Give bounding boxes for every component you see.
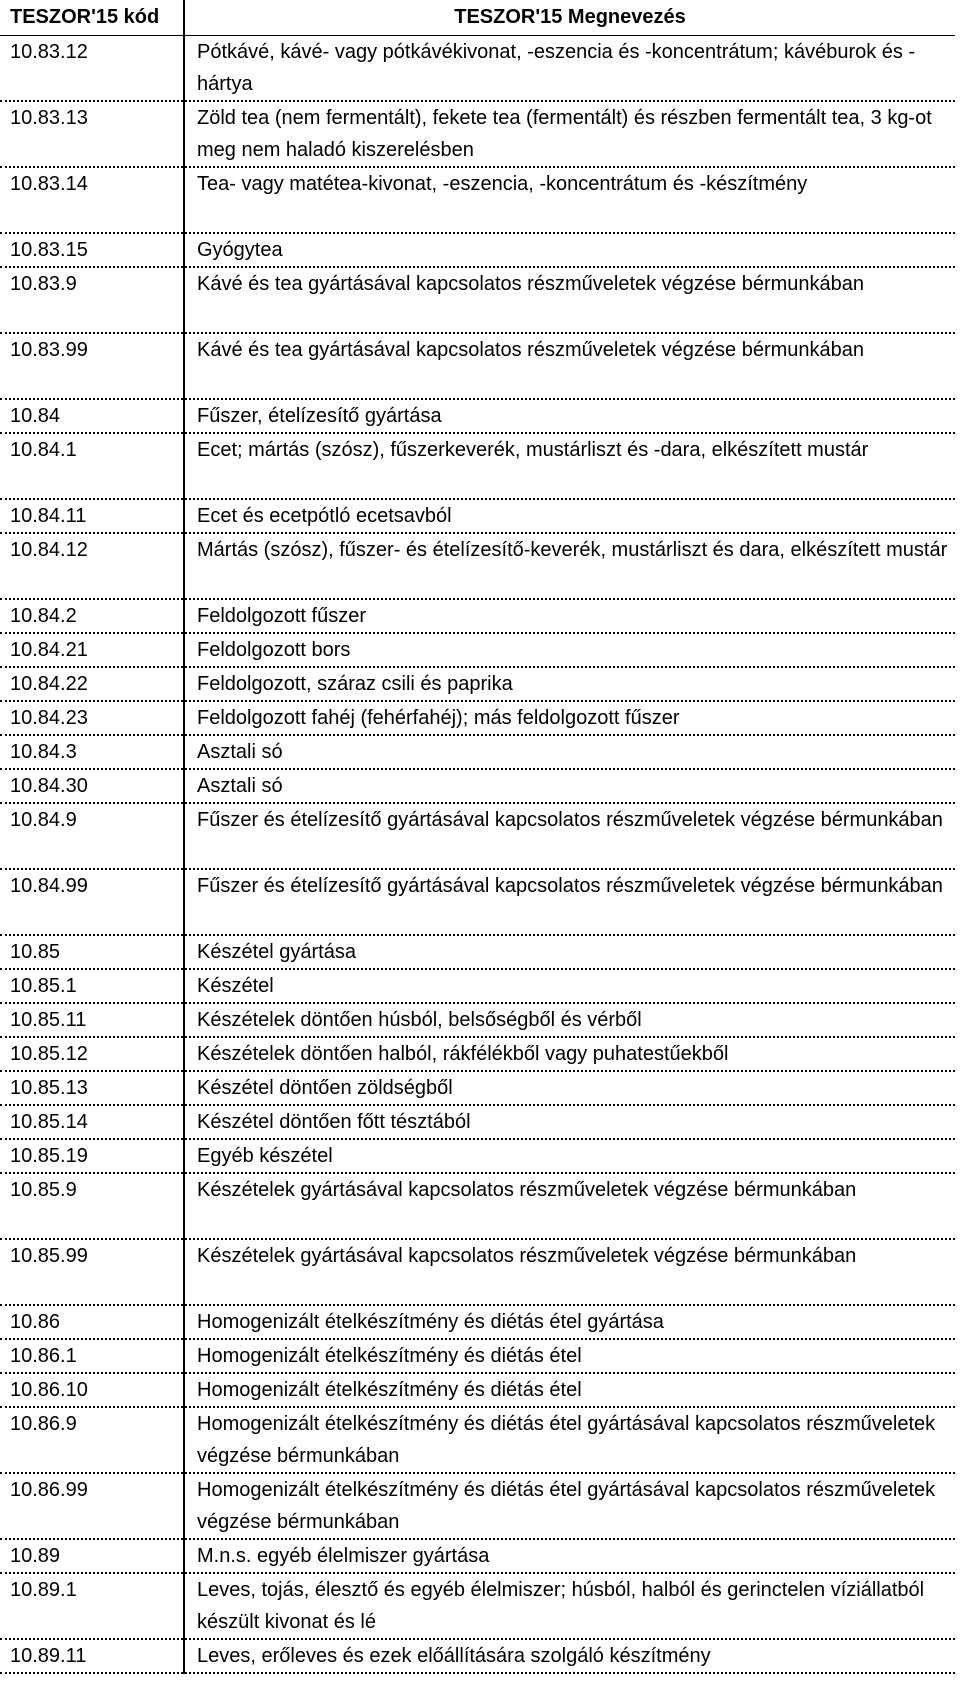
row-code-cell: 10.85.19 — [0, 1139, 184, 1173]
row-code-cell: 10.83.9 — [0, 267, 184, 333]
row-name-cell: Egyéb készétel — [184, 1139, 955, 1173]
table-row — [0, 735, 955, 769]
row-name-cell: Feldolgozott, száraz csili és paprika — [184, 667, 955, 701]
table-row — [0, 969, 955, 1003]
row-name-cell: Feldolgozott fűszer — [184, 599, 955, 633]
row-name-cell: Asztali só — [184, 735, 955, 769]
row-name-cell: Feldolgozott bors — [184, 633, 955, 667]
row-code-cell: 10.84.1 — [0, 433, 184, 499]
row-code-cell: 10.89 — [0, 1539, 184, 1573]
table-row — [0, 499, 955, 533]
table-row — [0, 701, 955, 735]
row-name-cell: Fűszer és ételízesítő gyártásával kapcsolatos részműveletek végzése bérmunkában — [184, 803, 955, 869]
row-name-cell: Leves, erőleves és ezek előállítására szolgáló készítmény — [184, 1639, 955, 1673]
row-code-cell: 10.85.99 — [0, 1239, 184, 1305]
row-code-cell: 10.85.13 — [0, 1071, 184, 1105]
row-name-cell: Fűszer és ételízesítő gyártásával kapcsolatos részműveletek végzése bérmunkában — [184, 869, 955, 935]
row-code-cell: 10.84.2 — [0, 599, 184, 633]
table-row — [0, 769, 955, 803]
table-row — [0, 1639, 955, 1673]
table-row — [0, 1305, 955, 1339]
table-row — [0, 1003, 955, 1037]
row-name-cell: Ecet és ecetpótló ecetsavból — [184, 499, 955, 533]
table-row — [0, 1071, 955, 1105]
row-name-cell: Gyógytea — [184, 233, 955, 267]
table-row — [0, 1239, 955, 1305]
row-name-cell: Készételek gyártásával kapcsolatos részműveletek végzése bérmunkában — [184, 1239, 955, 1305]
row-name-cell: Ecet; mártás (szósz), fűszerkeverék, mustárliszt és -dara, elkészített mustár — [184, 433, 955, 499]
row-code-cell: 10.83.12 — [0, 36, 184, 102]
row-name-cell: Készétel — [184, 969, 955, 1003]
row-code-cell: 10.84.99 — [0, 869, 184, 935]
table-row — [0, 167, 955, 233]
row-code-cell: 10.89.11 — [0, 1639, 184, 1673]
row-code-cell: 10.84 — [0, 399, 184, 433]
table-row — [0, 869, 955, 935]
row-code-cell: 10.86.1 — [0, 1339, 184, 1373]
row-name-cell: Feldolgozott fahéj (fehérfahéj); más feldolgozott fűszer — [184, 701, 955, 735]
table-row — [0, 333, 955, 399]
row-name-cell: Mártás (szósz), fűszer- és ételízesítő-keverék, mustárliszt és dara, elkészített mustár — [184, 533, 955, 599]
table-row — [0, 1373, 955, 1407]
row-code-cell: 10.84.22 — [0, 667, 184, 701]
table-row — [0, 399, 955, 433]
row-name-cell: Pótkávé, kávé- vagy pótkávékivonat, -eszencia és -koncentrátum; kávéburok és -hártya — [184, 36, 955, 102]
row-code-cell: 10.85 — [0, 935, 184, 969]
table-row — [0, 803, 955, 869]
table-row — [0, 233, 955, 267]
row-name-cell: Készételek döntően húsból, belsőségből és vérből — [184, 1003, 955, 1037]
row-code-cell: 10.83.14 — [0, 167, 184, 233]
row-name-cell: M.n.s. egyéb élelmiszer gyártása — [184, 1539, 955, 1573]
table-header-row — [0, 0, 955, 36]
row-name-cell: Homogenizált ételkészítmény és diétás étel gyártásával kapcsolatos részműveletek végzése bérmunkában — [184, 1407, 955, 1473]
table-row — [0, 1105, 955, 1139]
row-code-cell: 10.84.3 — [0, 735, 184, 769]
row-code-cell: 10.85.12 — [0, 1037, 184, 1071]
table-row — [0, 1539, 955, 1573]
row-code-cell: 10.86 — [0, 1305, 184, 1339]
row-name-cell: Homogenizált ételkészítmény és diétás étel gyártásával kapcsolatos részműveletek végzése bérmunkában — [184, 1473, 955, 1539]
row-name-cell: Asztali só — [184, 769, 955, 803]
row-code-cell: 10.86.10 — [0, 1373, 184, 1407]
row-name-cell: Leves, tojás, élesztő és egyéb élelmiszer; húsból, halból és gerinctelen víziállatból készült kivonat és lé — [184, 1573, 955, 1639]
row-code-cell: 10.86.9 — [0, 1407, 184, 1473]
row-code-cell: 10.85.14 — [0, 1105, 184, 1139]
row-code-cell: 10.84.9 — [0, 803, 184, 869]
row-name-cell: Készétel gyártása — [184, 935, 955, 969]
column-header-code: TESZOR'15 kód — [0, 0, 184, 36]
row-code-cell: 10.84.21 — [0, 633, 184, 667]
row-name-cell: Zöld tea (nem fermentált), fekete tea (fermentált) és részben fermentált tea, 3 kg-ot meg nem haladó kiszerelésben — [184, 101, 955, 167]
table-row — [0, 267, 955, 333]
table-row — [0, 1473, 955, 1539]
row-code-cell: 10.83.13 — [0, 101, 184, 167]
row-name-cell: Homogenizált ételkészítmény és diétás étel — [184, 1373, 955, 1407]
table-row — [0, 1573, 955, 1639]
row-code-cell: 10.85.11 — [0, 1003, 184, 1037]
row-code-cell: 10.86.99 — [0, 1473, 184, 1539]
row-name-cell: Készétel döntően zöldségből — [184, 1071, 955, 1105]
table-row — [0, 667, 955, 701]
row-name-cell: Fűszer, ételízesítő gyártása — [184, 399, 955, 433]
row-code-cell: 10.84.11 — [0, 499, 184, 533]
table-row — [0, 533, 955, 599]
row-name-cell: Tea- vagy matétea-kivonat, -eszencia, -koncentrátum és -készítmény — [184, 167, 955, 233]
row-code-cell: 10.89.1 — [0, 1573, 184, 1639]
row-name-cell: Készétel döntően főtt tésztából — [184, 1105, 955, 1139]
table-row — [0, 1037, 955, 1071]
table-row — [0, 935, 955, 969]
table-row — [0, 433, 955, 499]
row-code-cell: 10.84.23 — [0, 701, 184, 735]
table-body — [0, 36, 955, 1674]
row-name-cell: Homogenizált ételkészítmény és diétás étel gyártása — [184, 1305, 955, 1339]
row-code-cell: 10.85.1 — [0, 969, 184, 1003]
table-row — [0, 633, 955, 667]
row-name-cell: Homogenizált ételkészítmény és diétás étel — [184, 1339, 955, 1373]
table-row — [0, 36, 955, 102]
row-code-cell: 10.84.12 — [0, 533, 184, 599]
table-row — [0, 599, 955, 633]
table-row — [0, 101, 955, 167]
row-code-cell: 10.84.30 — [0, 769, 184, 803]
column-header-name: TESZOR'15 Megnevezés — [184, 0, 955, 36]
row-name-cell: Készételek döntően halból, rákfélékből vagy puhatestűekből — [184, 1037, 955, 1071]
row-name-cell: Kávé és tea gyártásával kapcsolatos részműveletek végzése bérmunkában — [184, 267, 955, 333]
row-name-cell: Készételek gyártásával kapcsolatos részműveletek végzése bérmunkában — [184, 1173, 955, 1239]
table-row — [0, 1407, 955, 1473]
table-row — [0, 1339, 955, 1373]
row-code-cell: 10.85.9 — [0, 1173, 184, 1239]
row-name-cell: Kávé és tea gyártásával kapcsolatos részműveletek végzése bérmunkában — [184, 333, 955, 399]
table-row — [0, 1139, 955, 1173]
row-code-cell: 10.83.99 — [0, 333, 184, 399]
table-row — [0, 1173, 955, 1239]
row-code-cell: 10.83.15 — [0, 233, 184, 267]
